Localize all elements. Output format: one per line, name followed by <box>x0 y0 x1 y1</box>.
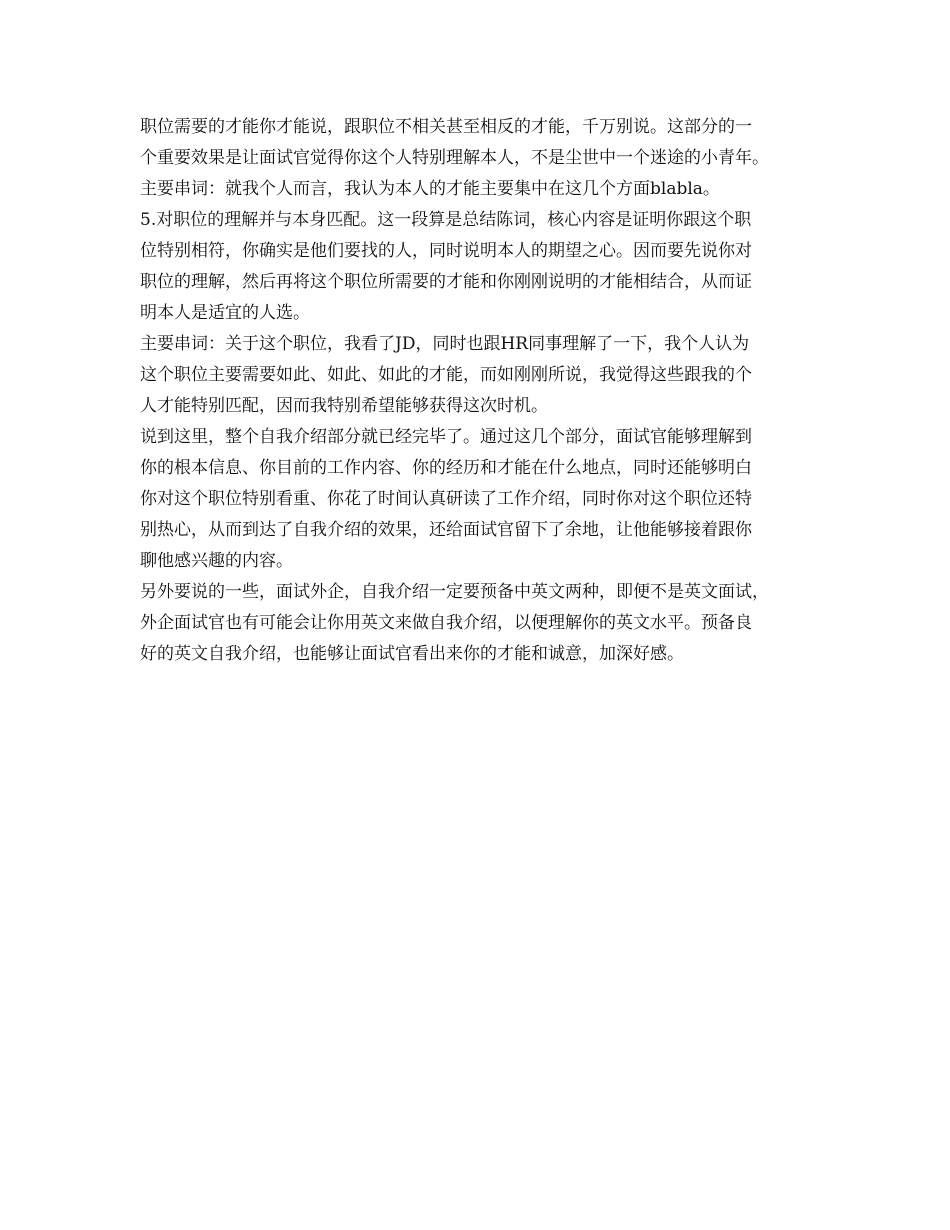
text-line: 个重要效果是让面试官觉得你这个人特别理解本人，不是尘世中一个迷途的小青年。 <box>140 148 769 168</box>
text-line: 说到这里，整个自我介绍部分就已经完毕了。通过这几个部分，面试官能够理解到 <box>140 427 752 447</box>
text-line: 另外要说的一些，面试外企，自我介绍一定要预备中英文两种，即便不是英文面试， <box>140 582 769 602</box>
text-line: 你的根本信息、你目前的工作内容、你的经历和才能在什么地点，同时还能够明白 <box>140 458 752 478</box>
text-line: 职位的理解，然后再将这个职位所需要的才能和你刚刚说明的才能相结合，从而证 <box>140 272 752 292</box>
text-line: 人才能特别匹配，因而我特别希望能够获得这次时机。 <box>140 396 548 416</box>
text-line: 这个职位主要需要如此、如此、如此的才能，而如刚刚所说，我觉得这些跟我的个 <box>140 365 752 385</box>
text-line: 好的英文自我介绍，也能够让面试官看出来你的才能和诚意，加深好感。 <box>140 644 684 664</box>
text-line: 主要串词：关于这个职位，我看了JD，同时也跟HR同事理解了一下，我个人认为 <box>140 334 750 354</box>
text-line: 主要串词：就我个人而言，我认为本人的才能主要集中在这几个方面blabla。 <box>140 179 720 199</box>
text-line: 聊他感兴趣的内容。 <box>140 551 293 571</box>
text-line: 位特别相符，你确实是他们要找的人，同时说明本人的期望之心。因而要先说你对 <box>140 241 752 261</box>
text-line: 职位需要的才能你才能说，跟职位不相关甚至相反的才能，千万别说。这部分的一 <box>140 117 752 137</box>
text-line: 5.对职位的理解并与本身匹配。这一段算是总结陈词，核心内容是证明你跟这个职 <box>140 210 752 230</box>
text-line: 你对这个职位特别看重、你花了时间认真研读了工作介绍，同时你对这个职位还特 <box>140 489 752 509</box>
text-line: 别热心，从而到达了自我介绍的效果，还给面试官留下了余地，让他能够接着跟你 <box>140 520 752 540</box>
text-line: 明本人是适宜的人选。 <box>140 303 310 323</box>
document-body <box>140 112 812 670</box>
text-line: 外企面试官也有可能会让你用英文来做自我介绍，以便理解你的英文水平。预备良 <box>140 613 752 633</box>
